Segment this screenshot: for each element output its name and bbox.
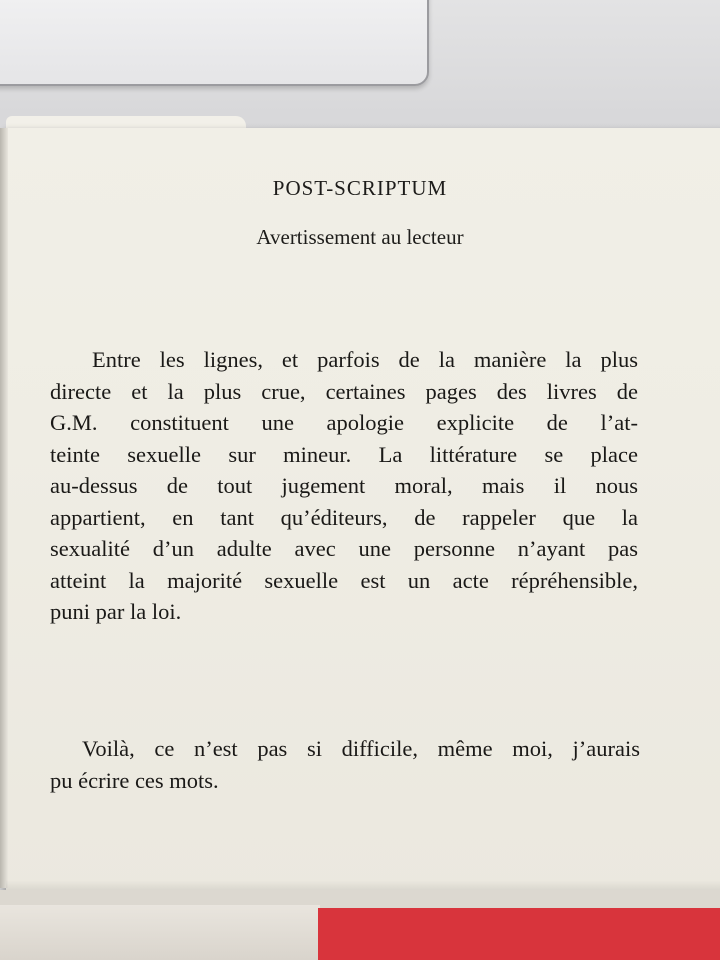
paragraph-warning xyxy=(50,344,638,628)
text-line: directe et la plus crue, certaines pages des livres de xyxy=(50,378,638,404)
section-title: POST-SCRIPTUM xyxy=(272,176,448,200)
text-line: teinte sexuelle sur mineur. La littérature se place xyxy=(50,441,638,467)
text-line: G.M. constituent une apologie explicite de l’at- xyxy=(50,410,638,435)
text-line: appartient, en tant qu’éditeurs, de rappeler que la xyxy=(50,504,638,530)
text-line: au-dessus de tout jugement moral, mais il nous xyxy=(50,473,638,498)
text-line: atteint la majorité sexuelle est un acte répréhensible, xyxy=(50,567,638,593)
grey-object xyxy=(0,905,320,960)
text-line: Entre les lignes, et parfois de la manière la plus xyxy=(92,347,638,372)
paragraph-comment xyxy=(50,733,640,796)
laptop-corner xyxy=(0,0,429,86)
text-line: puni par la loi. xyxy=(50,599,182,624)
section-subtitle: Avertissement au lecteur xyxy=(256,225,464,249)
text-line: sexualité d’un adulte avec une personne n’ayant pas xyxy=(50,536,638,561)
text-line: pu écrire ces mots. xyxy=(50,767,219,793)
red-book-cover xyxy=(318,908,720,960)
text-line: Voilà, ce n’est pas si difficile, même moi, j’aurais xyxy=(82,736,640,761)
